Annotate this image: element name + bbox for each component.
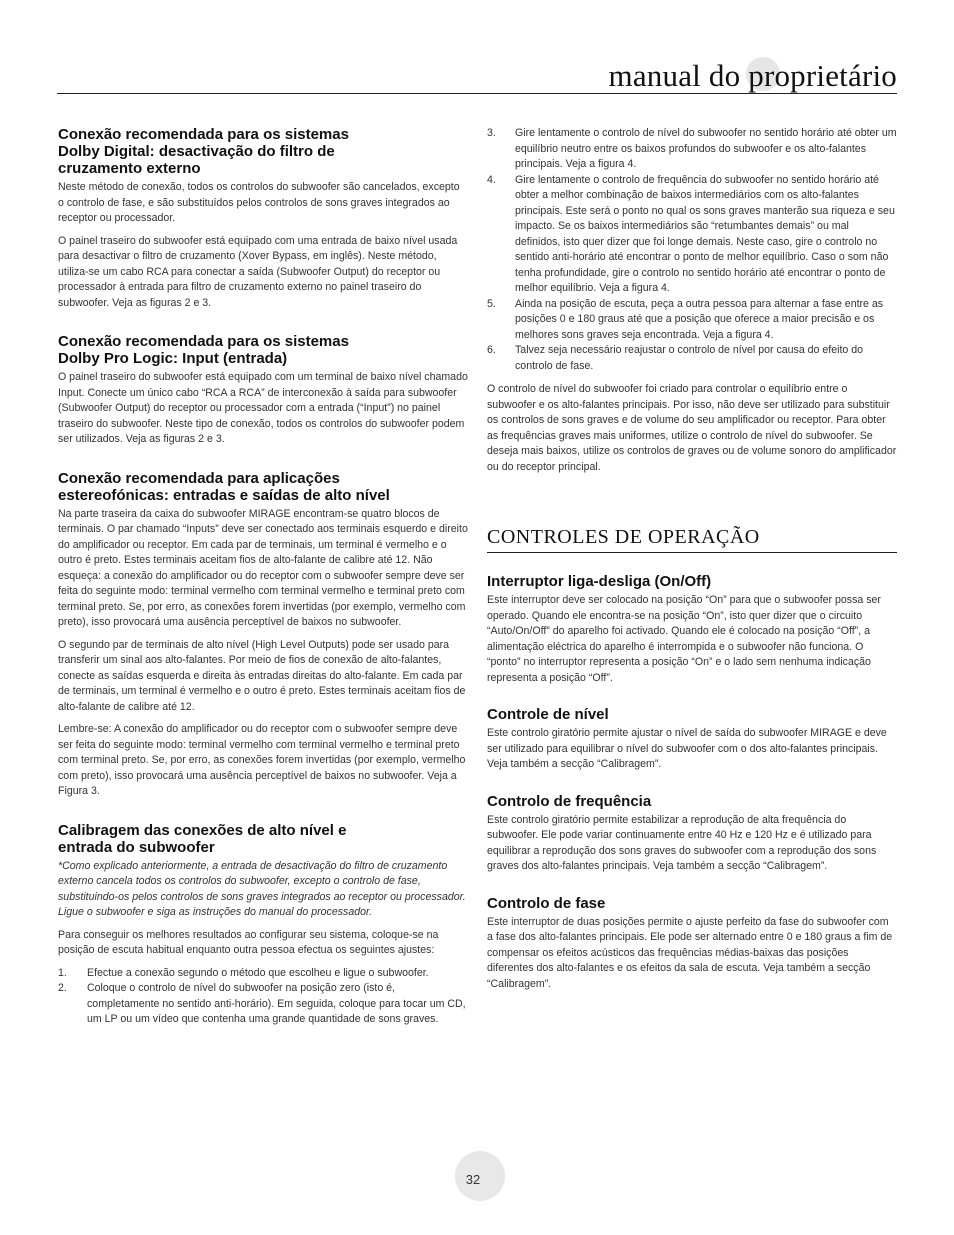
section-title-controls: CONTROLES DE OPERAÇÃO xyxy=(487,526,760,548)
calibration-steps-continued xyxy=(487,126,897,374)
list-item xyxy=(487,297,897,344)
list-text: Gire lentamente o controlo de nível do subwoofer no sentido horário até obter um equilíbrio neutro entre os baixos profundos do subwoofer e os alto-falantes principais. Veja a figura 4. xyxy=(515,127,897,170)
heading-line: Conexão recomendada para aplicações xyxy=(58,469,340,487)
list-number: 1. xyxy=(58,966,67,979)
calibration-steps-list xyxy=(58,966,468,1028)
right-column xyxy=(487,126,897,999)
control-heading-phase: Controlo de fase xyxy=(487,894,606,912)
list-text: Coloque o controlo de nível do subwoofer na posição zero (isto é, completamente no sentido anti-horário). Em seguida, coloque para tocar um CD, um LP ou um vídeo que contenha uma grande quantidade de sons graves. xyxy=(87,982,466,1025)
page-header-title: manual do proprietário xyxy=(608,58,897,93)
list-number: 3. xyxy=(487,127,496,139)
section-heading-calibration xyxy=(58,822,468,856)
list-number: 4. xyxy=(487,173,496,186)
paragraph: Este controlo giratório permite ajustar o nível de saída do subwoofer MIRAGE e deve ser utilizado para equilibrar o nível do subwoofer com o dos alto-falantes principais. Veja também a secção “Calibragem”. xyxy=(487,727,887,770)
list-text: Gire lentamente o controlo de frequência do subwoofer no sentido horário até obter a melhor combinação de baixos intermediários com os alto-falantes principais. Este será o ponto no qual os sons graves manterão sua riqueza e seu impacto. Se os baixos intermediários são “retumbantes demais” ou mal definidos, isto quer dizer que foi longe demais. Neste caso, gire o controlo no sentido anti-horário até encontrar o ponto de melhor equilíbrio. Caso o som não tenha profundidade, gire o controlo no sentido horário até encontrar o ponto de melhor equilíbrio. Veja a figura 4. xyxy=(515,173,895,294)
control-heading-level: Controle de nível xyxy=(487,706,609,723)
list-number: 6. xyxy=(487,344,496,356)
heading-line: entrada do subwoofer xyxy=(58,838,215,856)
list-number: 5. xyxy=(487,297,496,310)
list-item xyxy=(487,343,897,374)
paragraph: Na parte traseira da caixa do subwoofer MIRAGE encontram-se quatro blocos de terminais. O par chamado “Inputs” deve ser conectado aos terminais esquerdo e direito do amplificador ou receptor. Em cada par de terminais, um terminal é vermelho e o outro é preto. Estes terminais aceitam fios de alto-falante de calibre até 12. Não esqueça: a conexão do amplificador ou do receptor com o subwoofer sempre deve ser feita do seguinte modo: terminal vermelho com terminal vermelho e terminal preto com terminal preto. Se, por erro, as conexões forem invertidas (por exemplo, vermelho com preto), isso provocará uma ausência perceptível de baixos no subwoofer. xyxy=(58,507,468,628)
heading-line: Conexão recomendada para os sistemas xyxy=(58,333,349,350)
heading-line: Calibragem das conexões de alto nível e xyxy=(58,821,347,839)
paragraph: Este controlo giratório permite estabilizar a reprodução de alta frequência do subwoofer. Ele pode variar continuamente entre 40 Hz e 120 Hz e é utilizado para equilibrar a reprodução dos sons graves do subwoofer com a reprodução dos sons graves dos alto-falantes principais. Veja também a secção “Calibragem”. xyxy=(487,813,877,872)
list-item xyxy=(487,173,897,297)
paragraph: O painel traseiro do subwoofer está equipado com uma entrada de baixo nível usada para desactivar o filtro de cruzamento (Xover Bypass, em inglês). Neste método, utiliza-se um cabo RCA para conectar a saída (Subwoofer Output) do receptor ou processador à entrada para filtro de cruzamento externo no painel traseiro do subwoofer. Veja as figuras 2 e 3. xyxy=(58,234,458,309)
heading-line: Conexão recomendada para os sistemas xyxy=(58,126,349,143)
control-heading-on-off: Interruptor liga-desliga (On/Off) xyxy=(487,573,712,590)
list-text: Talvez seja necessário reajustar o controlo de nível por causa do efeito do controlo de fase. xyxy=(515,344,864,372)
list-text: Efectue a conexão segundo o método que escolheu e ligue o subwoofer. xyxy=(87,966,429,979)
heading-line: Dolby Pro Logic: Input (entrada) xyxy=(58,350,288,367)
paragraph: Este interruptor deve ser colocado na posição “On” para que o subwoofer possa ser operado. Quando ele encontra-se na posição “On”, isto quer dizer que o circuito “Auto/On/Off” do aparelho foi activado. Quando ele é colocado na posição “Off”, a alimentação eléctrica do aparelho é interrompida e o subwoofer não funciona. O “ponto” no interruptor representa a posição “On” e o lado sem nenhuma indicação representa a posição “Off”. xyxy=(487,594,881,684)
paragraph: O segundo par de terminais de alto nível (High Level Outputs) pode ser usado para transferir um sinal aos alto-falantes. Por meio de fios de conexão de alto-falantes, conecte as saídas esquerda e direita às entradas direitas do alto-falante. Em cada par de terminais, um terminal é vermelho e o outro é preto. Estes terminais aceitam fios de alto-falante de calibre até 12. xyxy=(58,638,466,713)
heading-line: estereofónicas: entradas e saídas de alto nível xyxy=(58,486,390,504)
paragraph: Neste método de conexão, todos os controlos do subwoofer são cancelados, excepto o controlo de fase, e são substituídos pelos controlos de sons graves integrados ao receptor ou processador. xyxy=(58,181,460,224)
paragraph: Lembre-se: A conexão do amplificador ou do receptor com o subwoofer sempre deve ser feita do seguinte modo: terminal vermelho com terminal vermelho e terminal preto com terminal preto. Se, por erro, as conexões forem invertidas (por exemplo, vermelho com preto), isso provocará uma ausência perceptível de baixos no subwoofer. Veja a Figura 3. xyxy=(58,723,466,797)
section-rule xyxy=(487,552,897,553)
page-number: 32 xyxy=(465,1172,481,1187)
italic-note: *Como explicado anteriormente, a entrada de desactivação do filtro de cruzamento externo cancela todos os controlos do subwoofer, excepto o controlo de fase, substituindo-os pelos controlos de sons graves integrados ao receptor ou processador. Ligue o subwoofer e siga as instruções do manual do processador. xyxy=(58,859,466,918)
section-heading-stereo xyxy=(58,470,468,504)
paragraph: Este interruptor de duas posições permite o ajuste perfeito da fase do subwoofer com a fase dos alto-falantes principais. Ele pode ser alternado entre 0 e 180 graus a fim de compensar os efeitos acústicos das frequências médias-baixas das posições diferentes dos alto-falantes e os efeitos da sala de escuta. Veja também a secção “Calibragem”. xyxy=(487,915,893,990)
list-item xyxy=(58,966,468,982)
paragraph: Para conseguir os melhores resultados ao configurar seu sistema, coloque-se na posição de escuta habitual enquanto outra pessoa efectua os seguintes ajustes: xyxy=(58,928,439,956)
paragraph: O controlo de nível do subwoofer foi criado para controlar o equilíbrio entre o subwoofer e os alto-falantes principais. Por isso, não deve ser utilizado para substituir os controlos de sons graves e de volume do seu amplificador ou receptor. Para obter as frequências graves mais uniformes, utilize o controlo de nível do subwoofer. Se deseja mais baixos, utilize os controlos de graves ou de volume sonoro do amplificador ou do receptor principal. xyxy=(487,383,897,473)
heading-line: cruzamento externo xyxy=(58,160,201,177)
heading-line: Dolby Digital: desactivação do filtro de xyxy=(58,143,335,160)
control-heading-frequency: Controlo de frequência xyxy=(487,792,652,810)
section-heading-dolby-pro-logic xyxy=(58,333,468,367)
section-heading-dolby-digital xyxy=(58,126,468,177)
list-item xyxy=(58,981,468,1028)
list-text: Ainda na posição de escuta, peça a outra pessoa para alternar a fase entre as posições 0 e 180 graus até que a posição que oferece a maior precisão e os melhores sons graves seja encontrada. Veja a figura 4. xyxy=(515,297,884,341)
paragraph: O painel traseiro do subwoofer está equipado com um terminal de baixo nível chamado Input. Conecte um único cabo “RCA a RCA” de interconexão à saída para subwoofer (Subwoofer Output) do receptor ou processador com a entrada (“Input”) no painel traseiro do subwoofer. Neste tipo de conexão, todos os controlos do subwoofer podem ser utilizados. Veja as figuras 2 e 3. xyxy=(58,371,468,445)
header-rule xyxy=(57,93,897,94)
left-column xyxy=(58,126,468,1036)
list-number: 2. xyxy=(58,982,67,994)
list-item xyxy=(487,126,897,173)
